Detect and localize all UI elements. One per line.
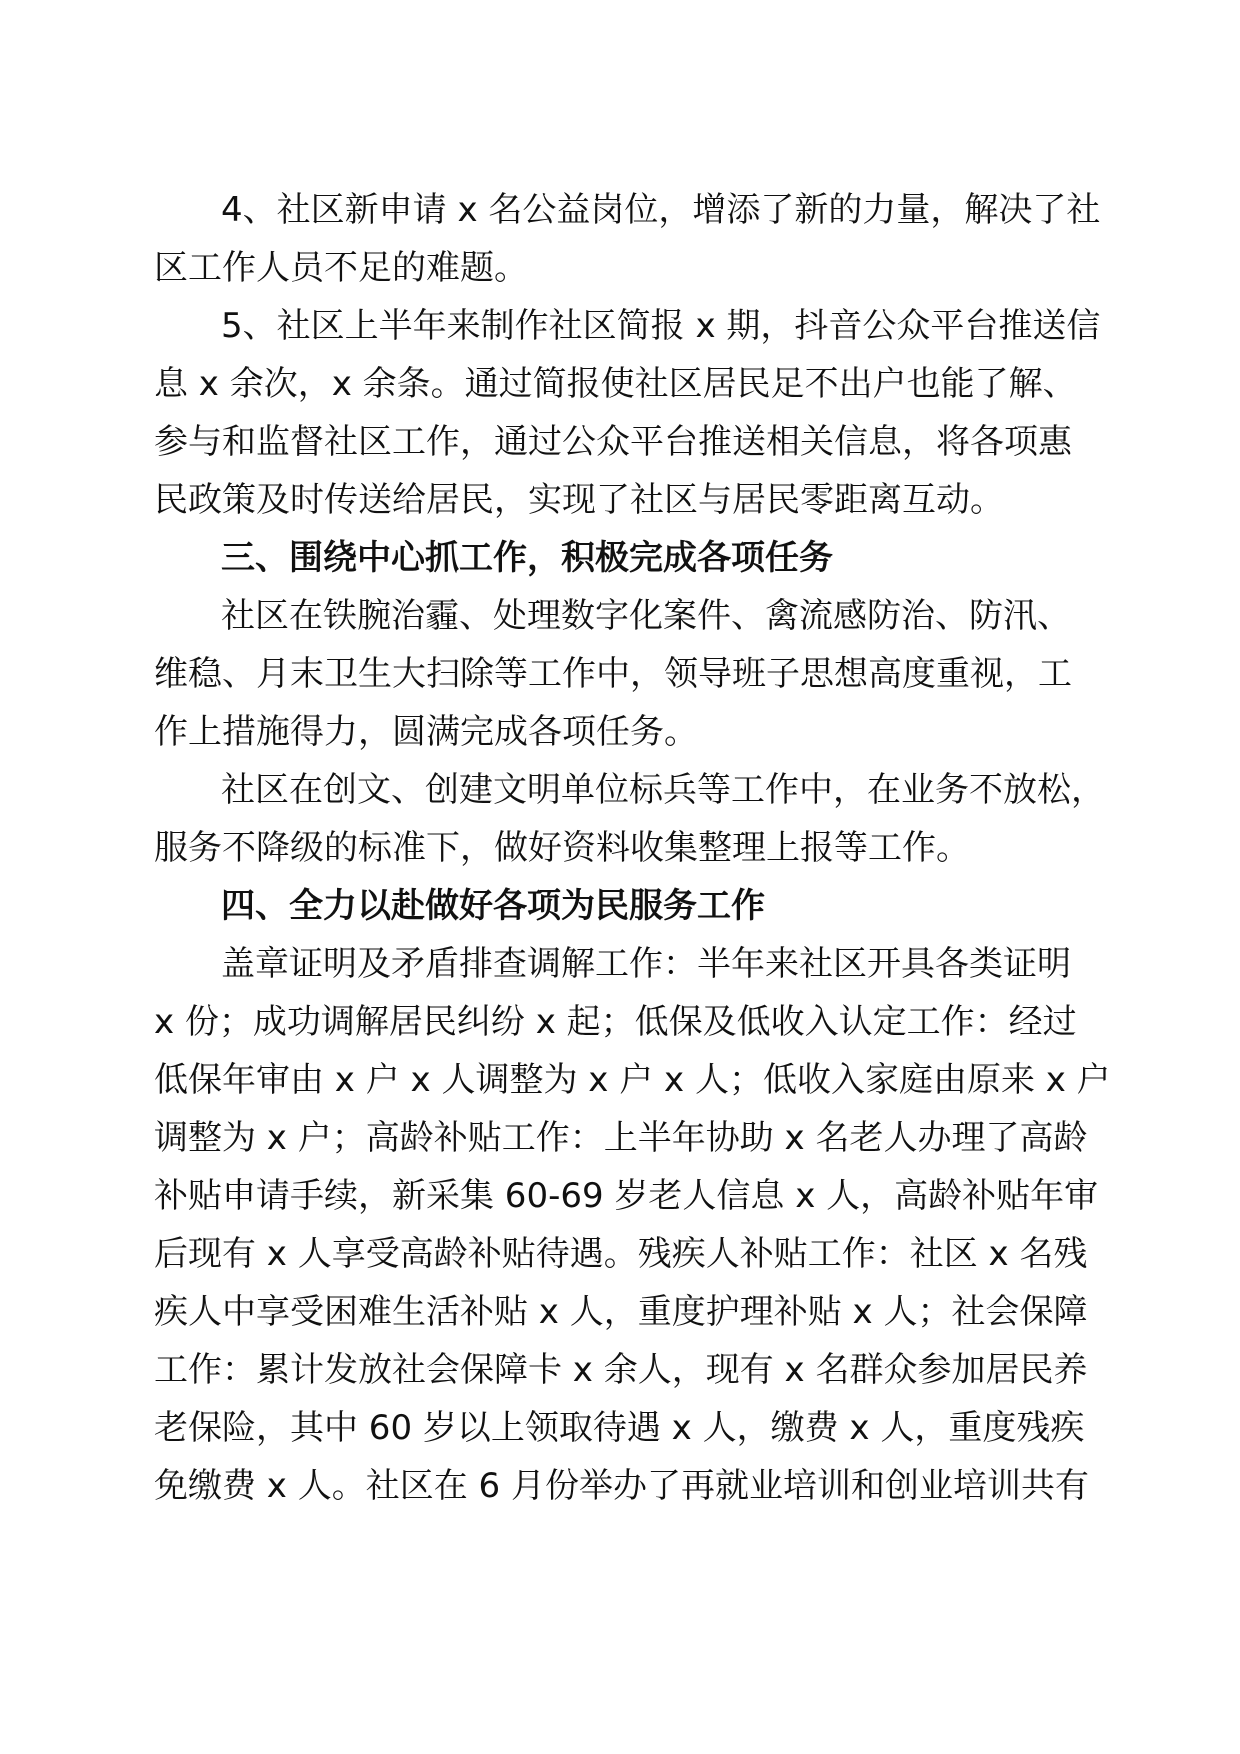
paragraph-civilization-line-2: 服务不降级的标准下，做好资料收集整理上报等工作。 [154,828,970,868]
paragraph-tasks-line-3: 作上措施得力，圆满完成各项任务。 [154,712,698,752]
paragraph-tasks-line-2: 维稳、月末卫生大扫除等工作中，领导班子思想高度重视，工 [154,654,1072,694]
section-heading-4: 四、全力以赴做好各项为民服务工作 [221,886,765,926]
paragraph-item-4-line-2: 区工作人员不足的难题。 [154,248,528,288]
paragraph-item-4-line-1: 4、社区新申请 x 名公益岗位，增添了新的力量，解决了社 [221,190,1101,230]
paragraph-services-line-1: 盖章证明及矛盾排查调解工作：半年来社区开具各类证明 [221,944,1071,984]
section-heading-3: 三、围绕中心抓工作，积极完成各项任务 [221,538,833,578]
paragraph-item-5-line-4: 民政策及时传送给居民，实现了社区与居民零距离互动。 [154,480,1004,520]
paragraph-services-line-6: 后现有 x 人享受高龄补贴待遇。残疾人补贴工作：社区 x 名残 [154,1234,1088,1274]
paragraph-services-line-4: 调整为 x 户；高龄补贴工作：上半年协助 x 名老人办理了高龄 [154,1118,1088,1158]
paragraph-services-line-8: 工作：累计发放社会保障卡 x 余人，现有 x 名群众参加居民养 [154,1350,1088,1390]
paragraph-item-5-line-3: 参与和监督社区工作，通过公众平台推送相关信息，将各项惠 [154,422,1072,462]
paragraph-tasks-line-1: 社区在铁腕治霾、处理数字化案件、禽流感防治、防汛、 [221,596,1071,636]
document-page [154,181,1111,1515]
paragraph-services-line-3: 低保年审由 x 户 x 人调整为 x 户 x 人；低收入家庭由原来 x 户 [154,1060,1111,1100]
paragraph-civilization-line-1: 社区在创文、创建文明单位标兵等工作中，在业务不放松， [221,770,1105,810]
paragraph-item-5-line-1: 5、社区上半年来制作社区简报 x 期，抖音公众平台推送信 [221,306,1101,346]
paragraph-services-line-7: 疾人中享受困难生活补贴 x 人，重度护理补贴 x 人；社会保障 [154,1292,1088,1332]
paragraph-services-line-2: x 份；成功调解居民纠纷 x 起；低保及低收入认定工作：经过 [154,1002,1077,1042]
paragraph-services-line-10: 免缴费 x 人。社区在 6 月份举办了再就业培训和创业培训共有 [154,1466,1089,1506]
paragraph-services-line-5: 补贴申请手续，新采集 60-69 岁老人信息 x 人，高龄补贴年审 [154,1176,1099,1216]
paragraph-services-line-9: 老保险，其中 60 岁以上领取待遇 x 人，缴费 x 人，重度残疾 [154,1408,1085,1448]
paragraph-item-5-line-2: 息 x 余次，x 余条。通过简报使社区居民足不出户也能了解、 [154,364,1077,404]
